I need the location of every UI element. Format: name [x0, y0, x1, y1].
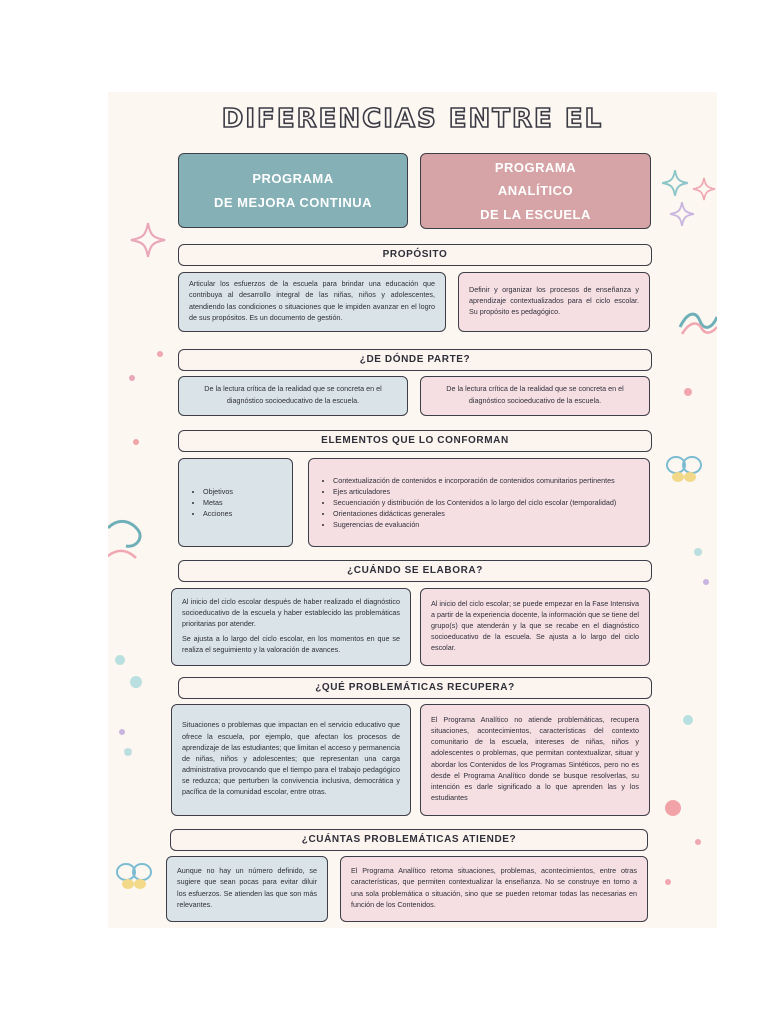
program-analitico-header: [420, 153, 651, 229]
proposito-analitico-text: Definir y organizar los procesos de enseñanza y aprendizaje contextualizados para el ciclo escolar. Su propósito es pedagógico.: [469, 284, 639, 317]
infographic-poster: [108, 92, 717, 928]
list-item: • Sugerencias de evaluación: [333, 519, 639, 530]
atiende-mejora-box: [166, 856, 328, 922]
atiende-analitico-box: [340, 856, 648, 922]
list-item: • Orientaciones didácticas generales: [333, 508, 639, 519]
list-item: • Contextualización de contenidos e incorporación de contenidos comunitarios pertinentes: [333, 475, 639, 486]
section-heading-elementos: ELEMENTOS QUE LO CONFORMAN: [178, 430, 652, 452]
program-left-line-1: PROGRAMA: [252, 171, 334, 187]
cuando-analitico-box: [420, 588, 650, 666]
recupera-mejora-box: [171, 704, 411, 816]
elementos-mejora-box: [178, 458, 293, 547]
parte-mejora-text: De la lectura crítica de la realidad que se concreta en el diagnóstico socioeducativo de la escuela.: [204, 384, 382, 405]
program-right-line-2: ANALÍTICO: [497, 183, 574, 199]
elementos-analitico-list: [319, 475, 639, 531]
proposito-mejora-box: [178, 272, 446, 332]
section-heading-de-donde-parte: ¿DE DÓNDE PARTE?: [178, 349, 652, 371]
page-title: DIFERENCIAS ENTRE EL: [221, 104, 604, 134]
recupera-analitico-text: El Programa Analítico no atiende problemáticas, recupera situaciones, acontecimientos, características del contexto comunitario de la escuela, intereses de niñas, niños y adolescentes o problemas, que permitan contextualizar, situar y abordar los Contenidos de los Programas Sintéticos, pero no es desde el Programa Analítico donde se busque resolverlas, su intención es darle significado a lo que aprenden las y los estudiantes: [431, 714, 639, 802]
parte-mejora-box: [178, 376, 408, 416]
list-item: • Secuenciación y distribución de los Contenidos a lo largo del ciclo escolar (temporalidad): [333, 497, 639, 508]
list-item: • Ejes articuladores: [333, 486, 639, 497]
recupera-analitico-box: [420, 704, 650, 816]
program-right-line-1: PROGRAMA: [494, 159, 577, 175]
cuando-mejora-text-1: Al inicio del ciclo escolar después de haber realizado el diagnóstico socioeducativo de la escuela y haber establecido las problemáticas prioritarias por atender.: [182, 597, 400, 629]
section-heading-cuando: ¿CUÁNDO SE ELABORA?: [178, 560, 652, 582]
elementos-mejora-list: [189, 486, 282, 519]
elementos-analitico-box: [308, 458, 650, 547]
section-heading-proposito: PROPÓSITO: [178, 244, 652, 266]
proposito-mejora-text: Articular los esfuerzos de la escuela para brindar una educación que contribuya al desarrollo integral de las niñas, niños y adolescentes, atendiendo las condiciones o situaciones que le impiden avanzar en el logro de sus propósitos. Es un documento de gestión.: [189, 279, 435, 322]
program-mejora-continua-header: [178, 153, 408, 228]
cuando-analitico-text: Al inicio del ciclo escolar; se puede empezar en la Fase Intensiva a partir de la experiencia docente, la información que se tiene del grupo(s) que atenderán y la que se recabe en el diagnóstico socioeducativo de la escuela. Se ajusta a lo largo del ciclo escolar.: [431, 598, 639, 653]
section-heading-recupera: ¿QUÉ PROBLEMÁTICAS RECUPERA?: [178, 677, 652, 699]
program-right-line-3: DE LA ESCUELA: [480, 206, 591, 222]
atiende-analitico-text: El Programa Analítico retoma situaciones, problemas, acontecimientos, entre otras características, que permiten contextualizar la enseñanza. No se construye en torno a una sola problemática o situación, sino que se pueden retomar todas las necesarias en función de los Contenidos.: [351, 866, 637, 909]
list-item: • Acciones: [203, 508, 282, 519]
parte-analitico-text: De la lectura crítica de la realidad que se concreta en el diagnóstico socioeducativo de la escuela.: [446, 384, 624, 405]
program-left-line-2: DE MEJORA CONTINUA: [213, 194, 373, 210]
proposito-analitico-box: [458, 272, 650, 332]
section-heading-atiende: ¿CUÁNTAS PROBLEMÁTICAS ATIENDE?: [170, 829, 648, 851]
cuando-mejora-text-2: Se ajusta a lo largo del ciclo escolar, en los momentos en que se realiza el seguimiento y la valoración de avances.: [182, 633, 400, 654]
parte-analitico-box: [420, 376, 650, 416]
atiende-mejora-text: Aunque no hay un número definido, se sugiere que sean pocas para evitar diluir los esfuerzos. Se atienden las que son más relevantes.: [177, 866, 317, 909]
recupera-mejora-text: Situaciones o problemas que impactan en el servicio educativo que ofrece la escuela, por ejemplo, que afectan los procesos de aprendizaje de las estudiantes; que limitan el acceso y permanencia de niñas, niños y adolescentes; que representan una carga administrativa provocando que el tiempo para el trabajo pedagógico se reduzca; que perturben la convivencia inclusiva, democrática y pacífica de la comunidad escolar, entre otras.: [182, 720, 400, 797]
list-item: • Objetivos: [203, 486, 282, 497]
cuando-mejora-box: [171, 588, 411, 666]
list-item: • Metas: [203, 497, 282, 508]
